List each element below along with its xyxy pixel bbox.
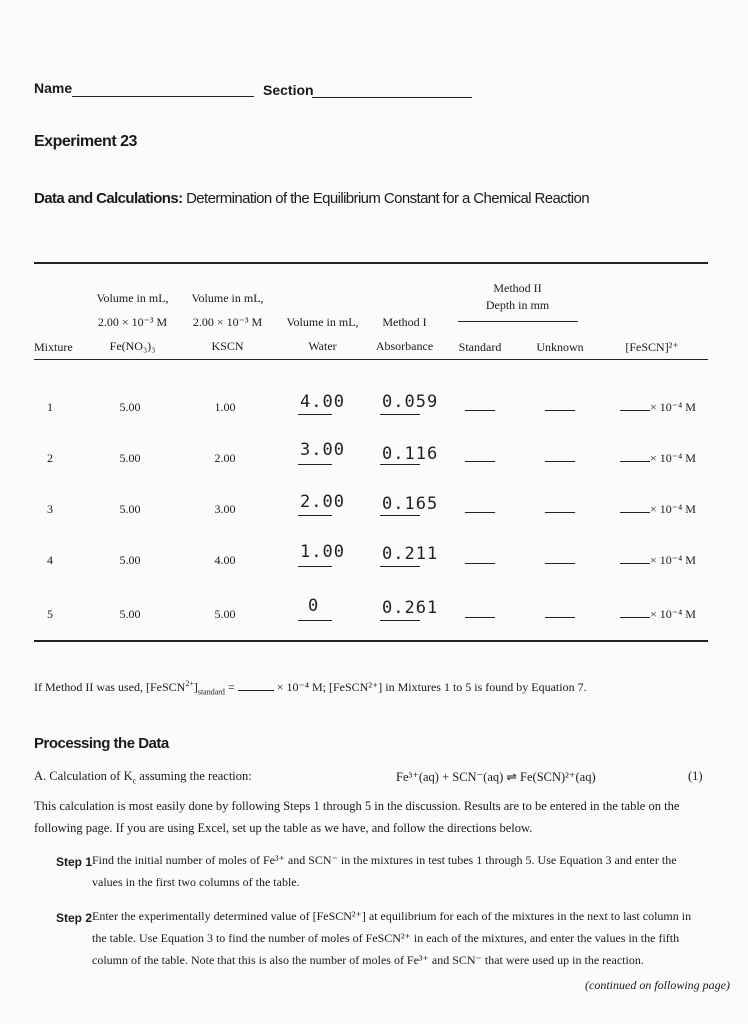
data-title bbox=[34, 190, 589, 207]
cell-kscn: 4.00 bbox=[214, 553, 236, 567]
standard-blank[interactable] bbox=[465, 512, 495, 513]
cell-fe: 5.00 bbox=[119, 502, 141, 516]
method2-subtitle: Depth in mm bbox=[485, 298, 550, 312]
absorbance-blank bbox=[380, 515, 420, 516]
fescn-unit: × 10⁻⁴ M bbox=[650, 502, 696, 516]
col-unknown: Unknown bbox=[536, 340, 584, 354]
table-bottom-rule bbox=[34, 640, 708, 642]
cell-mixture: 4 bbox=[47, 553, 53, 567]
section-label: Section bbox=[263, 82, 314, 98]
method2-note-part2: ] bbox=[193, 680, 198, 694]
cell-fe: 5.00 bbox=[119, 607, 141, 621]
col-kscn-l2: 2.00 × 10⁻³ M bbox=[192, 315, 263, 329]
step1-text: Find the initial number of moles of Fe³⁺ and SCN⁻ in the mixtures in test tubes 1 through 5. Use Equation 3 and enter the values in the first two columns of the table. bbox=[92, 853, 677, 889]
step2-label: Step 2 bbox=[56, 911, 93, 925]
unknown-blank[interactable] bbox=[545, 563, 575, 564]
cell-mixture: 1 bbox=[47, 400, 53, 414]
method2-note bbox=[34, 679, 587, 696]
col-fe-l2: 2.00 × 10⁻³ M bbox=[97, 315, 168, 329]
absorbance-blank bbox=[380, 566, 420, 567]
col-water-l1: Volume in mL, bbox=[286, 315, 359, 329]
fescn-unit: × 10⁻⁴ M bbox=[650, 607, 696, 621]
method2-note-part1: If Method II was used, [FeSCN bbox=[34, 680, 186, 694]
col-kscn-l3: KSCN bbox=[211, 339, 244, 353]
col-fescn: [FeSCN]²⁺ bbox=[625, 340, 679, 354]
cell-absorbance-handwritten[interactable]: 0.165 bbox=[382, 494, 439, 514]
cell-kscn: 1.00 bbox=[214, 400, 236, 414]
unknown-blank[interactable] bbox=[545, 461, 575, 462]
fescn-unit: × 10⁻⁴ M bbox=[650, 553, 696, 567]
table-header-rule bbox=[34, 359, 708, 360]
standard-blank[interactable] bbox=[465, 410, 495, 411]
col-fe-volume bbox=[90, 290, 175, 354]
fescn-blank[interactable] bbox=[620, 617, 650, 618]
method2-rule bbox=[458, 321, 578, 322]
standard-concentration-blank[interactable] bbox=[238, 680, 274, 691]
unknown-blank[interactable] bbox=[545, 410, 575, 411]
cell-fe: 5.00 bbox=[119, 400, 141, 414]
absorbance-blank bbox=[380, 414, 420, 415]
data-title-bold: Data and Calculations: bbox=[34, 190, 183, 207]
absorbance-blank bbox=[380, 620, 420, 621]
cell-mixture: 5 bbox=[47, 607, 53, 621]
method2-note-part4: × 10⁻⁴ M; [FeSCN²⁺] in Mixtures 1 to 5 is found by Equation 7. bbox=[276, 680, 587, 694]
cell-kscn: 2.00 bbox=[214, 451, 236, 465]
water-blank bbox=[298, 414, 332, 415]
cell-water-handwritten[interactable]: 1.00 bbox=[300, 542, 345, 562]
equation-number: (1) bbox=[688, 769, 703, 783]
col-fe-l3: Fe(NO₃)₃ bbox=[109, 339, 156, 353]
unknown-blank[interactable] bbox=[545, 512, 575, 513]
calc-a-text: A. Calculation of K bbox=[34, 769, 133, 783]
experiment-title: Experiment 23 bbox=[34, 133, 137, 150]
unknown-blank[interactable] bbox=[545, 617, 575, 618]
absorbance-blank bbox=[380, 464, 420, 465]
step1-label: Step 1 bbox=[56, 855, 93, 869]
cell-absorbance-handwritten[interactable]: 0.116 bbox=[382, 444, 439, 464]
fescn-blank[interactable] bbox=[620, 461, 650, 462]
fescn-unit: × 10⁻⁴ M bbox=[650, 400, 696, 414]
col-method1 bbox=[362, 314, 447, 354]
fescn-blank[interactable] bbox=[620, 563, 650, 564]
water-blank bbox=[298, 464, 332, 465]
processing-heading: Processing the Data bbox=[34, 735, 169, 752]
method2-note-sub: standard bbox=[197, 687, 225, 697]
calc-a-label bbox=[34, 769, 252, 786]
water-blank bbox=[298, 515, 332, 516]
method2-note-part3: = bbox=[224, 680, 235, 694]
fescn-blank[interactable] bbox=[620, 512, 650, 513]
cell-water-handwritten[interactable]: 2.00 bbox=[300, 492, 345, 512]
section-field[interactable] bbox=[312, 97, 472, 98]
water-blank bbox=[298, 620, 332, 621]
col-kscn-volume bbox=[185, 290, 270, 354]
intro-paragraph: This calculation is most easily done by following Steps 1 through 5 in the discussion. Results are to be entered in the table on the following page. If you are using Excel, set up the table as we have, and follow the directions below. bbox=[34, 799, 680, 835]
fescn-blank[interactable] bbox=[620, 410, 650, 411]
cell-kscn: 5.00 bbox=[214, 607, 236, 621]
cell-absorbance-handwritten[interactable]: 0.211 bbox=[382, 544, 439, 564]
method2-note-sup: 2+ bbox=[185, 679, 194, 688]
cell-mixture: 3 bbox=[47, 502, 53, 516]
fescn-unit: × 10⁻⁴ M bbox=[650, 451, 696, 465]
name-label: Name bbox=[34, 80, 73, 96]
col-fe-l1: Volume in mL, bbox=[96, 291, 169, 305]
cell-water-handwritten[interactable]: 0 bbox=[308, 596, 320, 616]
step2-text: Enter the experimentally determined value of [FeSCN²⁺] at equilibrium for each of the mixtures in the next to last column in the table. Use Equation 3 to find the number of moles of FeSCN²⁺ in each of the mixtures, and enter the values in the fifth column of the table. Note that this is also the number of moles of Fe³⁺ and SCN⁻ that were used up in the reaction. bbox=[92, 909, 692, 967]
standard-blank[interactable] bbox=[465, 563, 495, 564]
method2-title: Method II bbox=[493, 281, 542, 295]
reaction-equation: Fe³⁺(aq) + SCN⁻(aq) ⇌ Fe(SCN)²⁺(aq) bbox=[396, 770, 596, 784]
calc-a-rest: assuming the reaction: bbox=[136, 769, 252, 783]
name-field[interactable] bbox=[72, 96, 254, 97]
standard-blank[interactable] bbox=[465, 617, 495, 618]
col-mixture: Mixture bbox=[34, 340, 73, 354]
cell-kscn: 3.00 bbox=[214, 502, 236, 516]
cell-fe: 5.00 bbox=[119, 451, 141, 465]
standard-blank[interactable] bbox=[465, 461, 495, 462]
cell-water-handwritten[interactable]: 4.00 bbox=[300, 392, 345, 412]
water-blank bbox=[298, 566, 332, 567]
cell-mixture: 2 bbox=[47, 451, 53, 465]
col-method1-l2: Absorbance bbox=[375, 339, 434, 353]
cell-absorbance-handwritten[interactable]: 0.261 bbox=[382, 598, 439, 618]
table-top-rule bbox=[34, 262, 708, 264]
continued-note: (continued on following page) bbox=[585, 978, 730, 992]
col-kscn-l1: Volume in mL, bbox=[191, 291, 264, 305]
cell-fe: 5.00 bbox=[119, 553, 141, 567]
cell-absorbance-handwritten[interactable]: 0.059 bbox=[382, 392, 439, 412]
col-standard: Standard bbox=[458, 340, 502, 354]
cell-water-handwritten[interactable]: 3.00 bbox=[300, 440, 345, 460]
col-method1-l1: Method I bbox=[382, 315, 427, 329]
data-title-rest: Determination of the Equilibrium Constant for a Chemical Reaction bbox=[186, 190, 589, 207]
calc-a-sub: c bbox=[132, 776, 137, 786]
col-water-l2: Water bbox=[308, 339, 337, 353]
col-water-volume bbox=[280, 314, 365, 354]
